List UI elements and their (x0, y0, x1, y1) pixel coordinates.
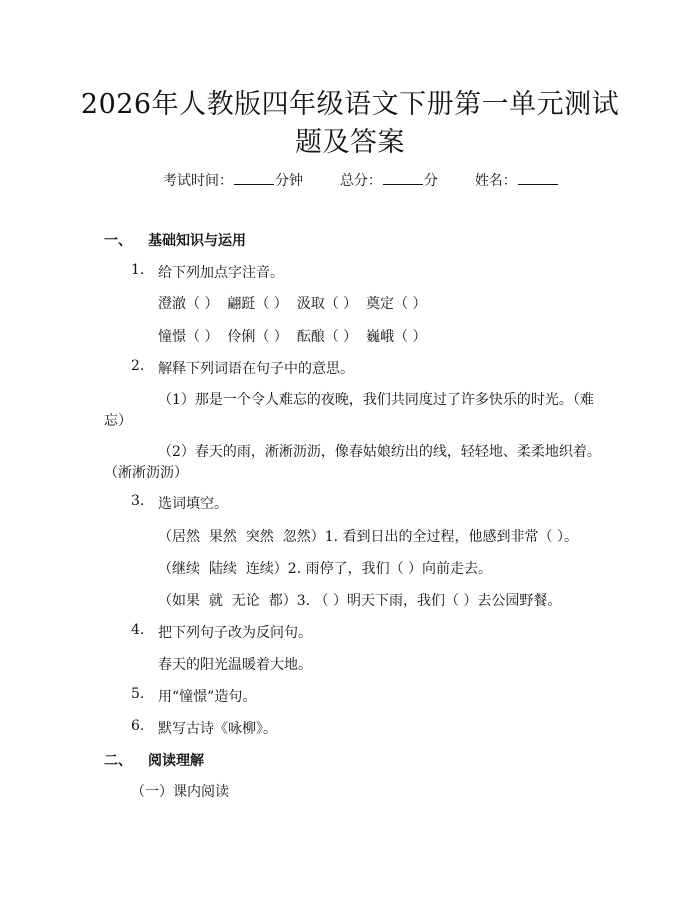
score-label: 总分： (339, 173, 382, 189)
q3-item-2: （继续 陆续 连续）2. 雨停了，我们（ ）向前走去。 (158, 561, 493, 577)
q3-prompt: 选词填空。 (158, 496, 228, 512)
score-unit: 分 (423, 173, 438, 189)
q5-prompt: 用“憧憬”造句。 (158, 689, 257, 705)
section-1-heading (104, 230, 246, 250)
q6-number: 6. (131, 718, 145, 734)
q6-prompt: 默写古诗《咏柳》。 (158, 721, 277, 737)
title-line-1: 2026年人教版四年级语文下册第一单元测试 (80, 89, 620, 120)
exam-meta (163, 170, 559, 190)
name-blank[interactable] (518, 172, 558, 185)
q2-item-1-line-2: 忘） (104, 413, 132, 429)
q2-item-1-line-1: （1）那是一个令人难忘的夜晚，我们共同度过了许多快乐的时光。（难 (158, 392, 594, 408)
q2-item-2-line-2: （淅淅沥沥） (104, 465, 188, 481)
q2-prompt: 解释下列词语在句子中的意思。 (158, 361, 354, 377)
name-label: 姓名： (474, 173, 517, 189)
section-2-number: 二、 (104, 753, 132, 769)
time-unit: 分钟 (275, 173, 303, 189)
section-2-heading (104, 750, 204, 770)
q2-number: 2. (131, 358, 145, 374)
q3-item-1: （居然 果然 突然 忽然）1. 看到日出的全过程，他感到非常（ ）。 (158, 529, 578, 545)
q1-prompt: 给下列加点字注音。 (158, 265, 284, 281)
q1-number: 1. (131, 262, 145, 278)
q2-item-2-line-1: （2）春天的雨，淅淅沥沥，像春姑娘纺出的线，轻轻地、柔柔地织着。 (158, 444, 601, 460)
time-label: 考试时间： (163, 173, 233, 189)
time-blank[interactable] (234, 172, 274, 185)
section-2-sub-1: （一）课内阅读 (131, 784, 229, 800)
section-1-title: 基础知识与运用 (148, 233, 246, 249)
section-2-title: 阅读理解 (148, 753, 204, 769)
q1-row-1: 澄澈（ ） 翩跹（ ） 汲取（ ） 奠定（ ） (158, 296, 427, 312)
score-blank[interactable] (383, 172, 423, 185)
title-line-2: 题及答案 (295, 127, 405, 158)
q3-item-3: （如果 就 无论 都）3. （ ）明天下雨，我们（ ）去公园野餐。 (158, 593, 562, 609)
q1-row-2: 憧憬（ ） 伶俐（ ） 酝酿（ ） 巍峨（ ） (158, 329, 427, 345)
q5-number: 5. (131, 686, 145, 702)
q4-prompt: 把下列句子改为反问句。 (158, 625, 312, 641)
q4-number: 4. (131, 622, 145, 638)
q3-number: 3. (131, 493, 145, 509)
section-1-number: 一、 (104, 233, 132, 249)
q4-sentence: 春天的阳光温暖着大地。 (158, 657, 312, 673)
